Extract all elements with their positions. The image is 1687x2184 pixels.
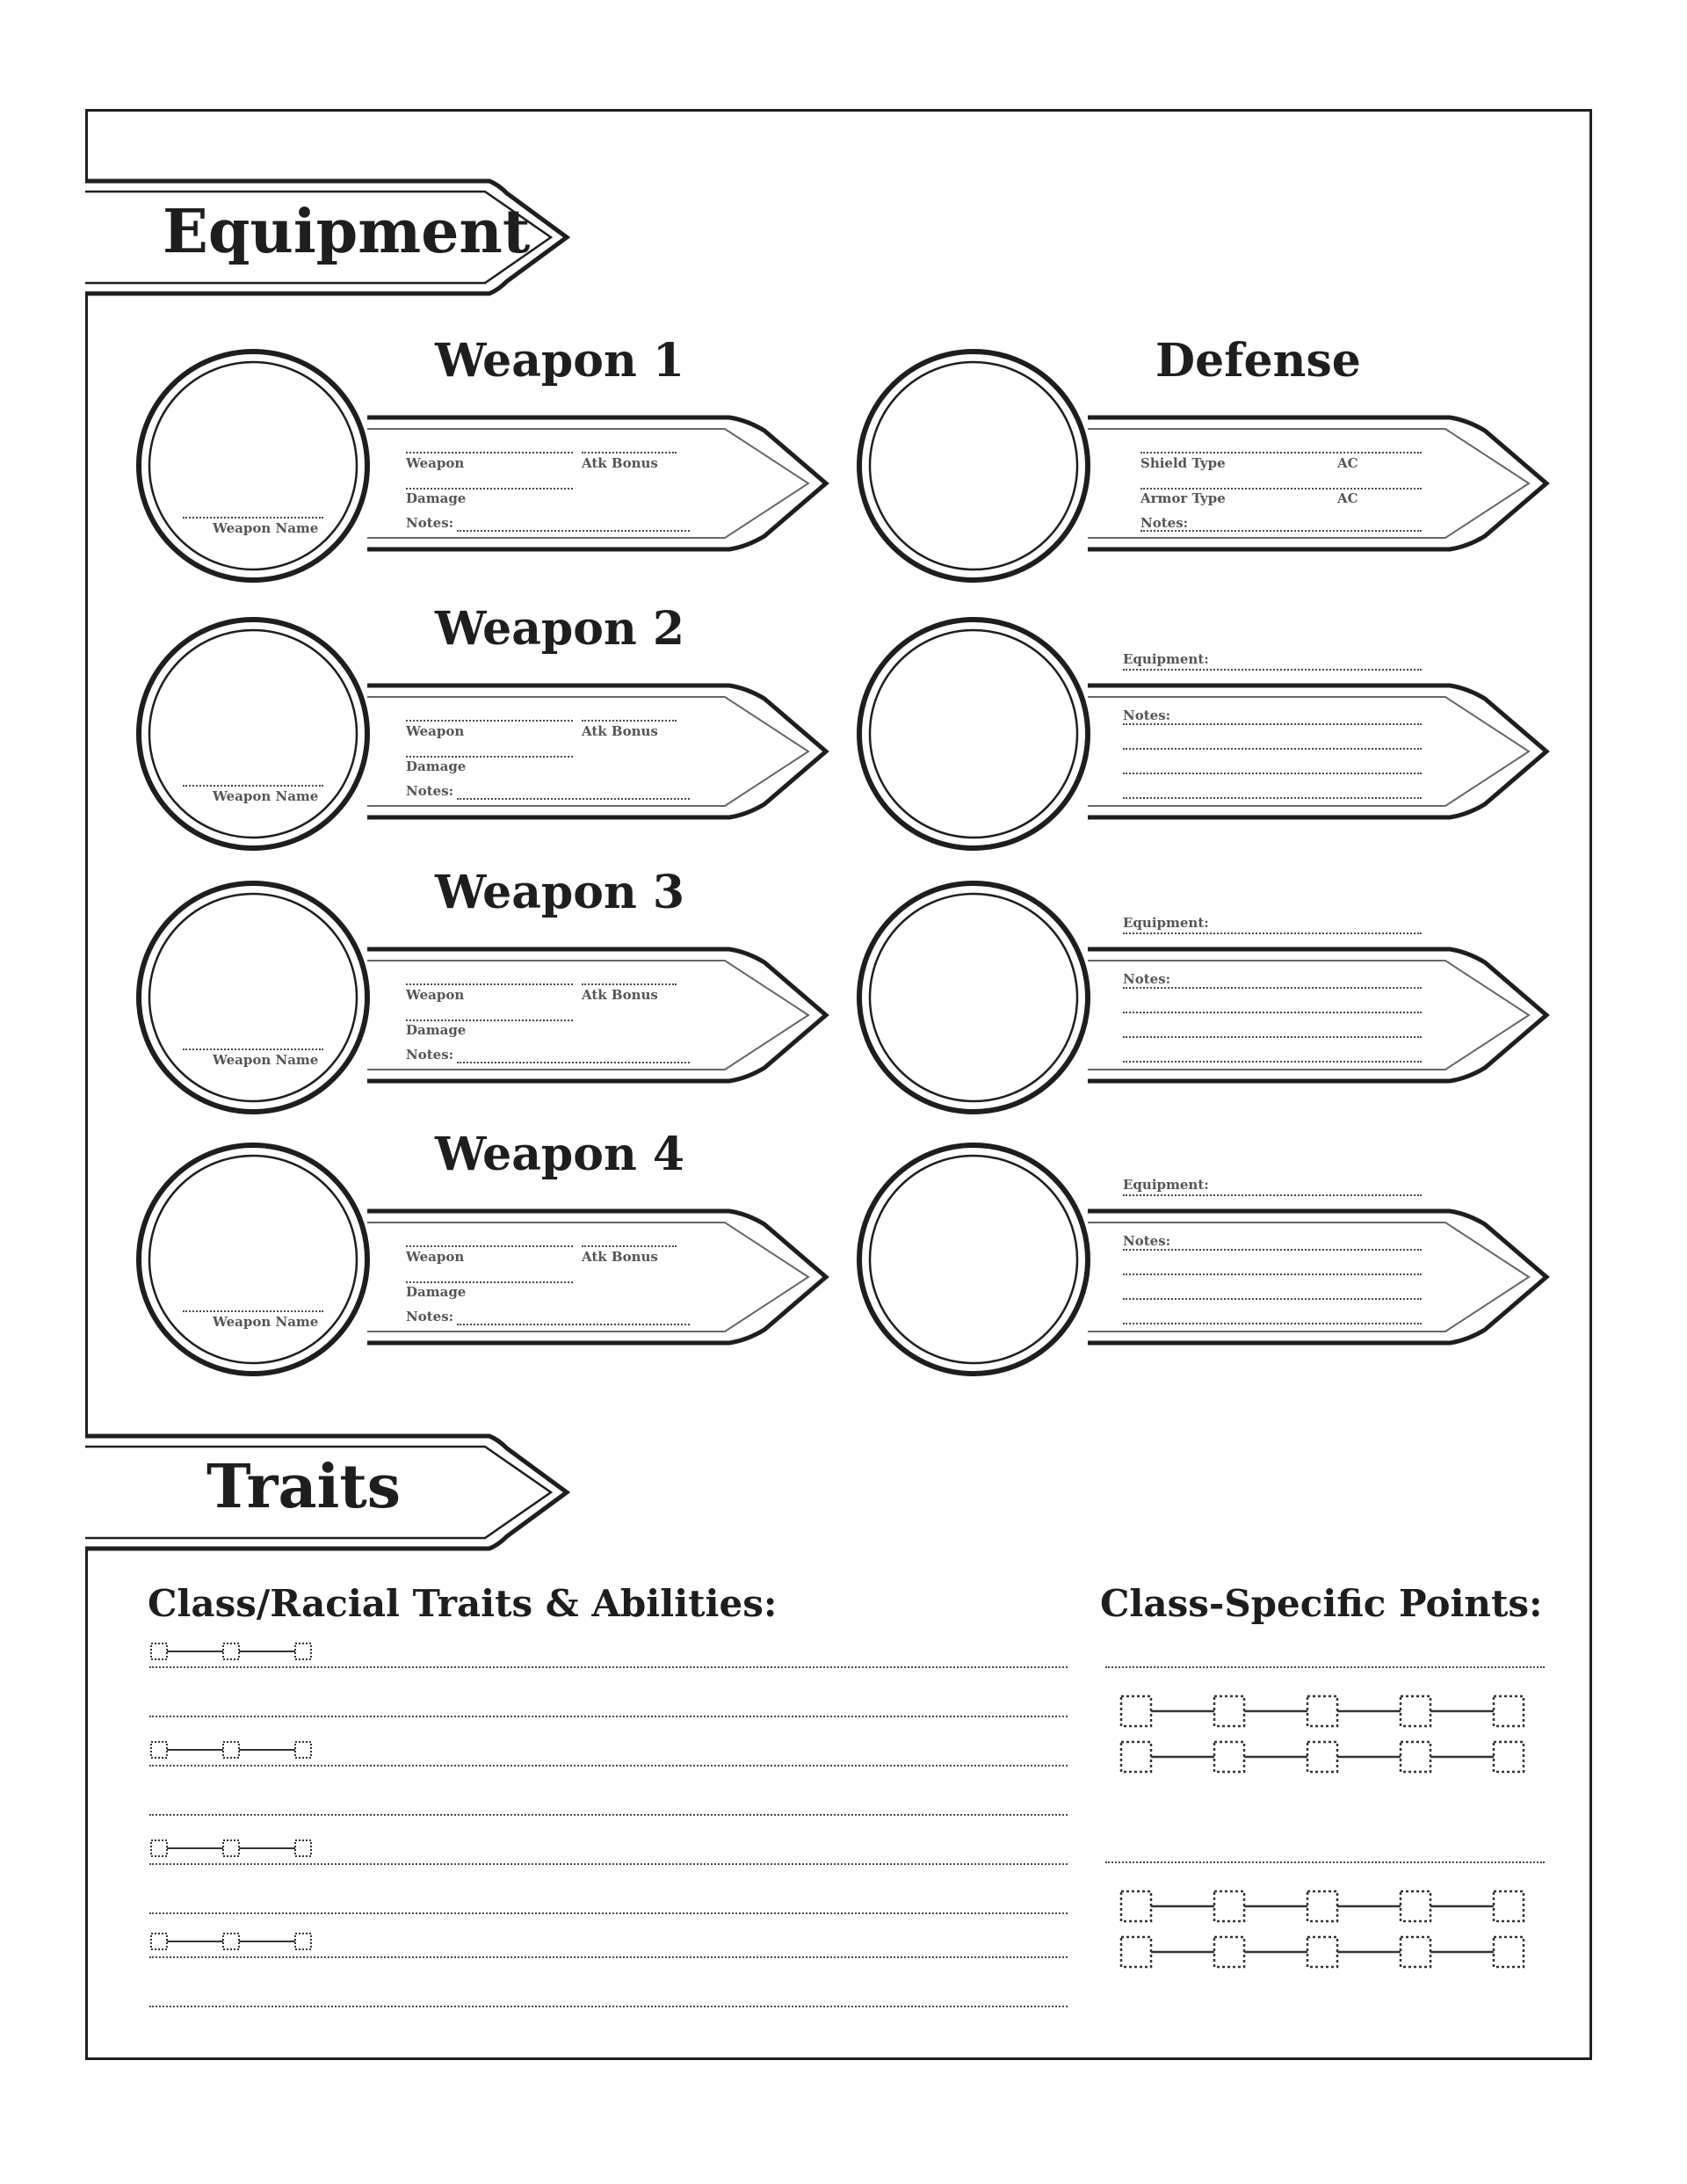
equipment-notes-label: Notes: <box>1123 1233 1171 1249</box>
weapon-title: Weapon 1 <box>435 334 685 388</box>
equipment-item-block-2 <box>852 866 1555 1116</box>
ability-tracker[interactable] <box>149 1640 325 1663</box>
weapon-field-line[interactable] <box>406 1245 573 1247</box>
atk-bonus-line[interactable] <box>582 452 677 453</box>
ability-line[interactable] <box>149 1863 1068 1865</box>
damage-line[interactable] <box>406 756 573 758</box>
defense-notes-label: Notes: <box>1140 515 1189 531</box>
weapon-name-label: Weapon Name <box>213 520 319 536</box>
notes-line[interactable] <box>1123 797 1422 799</box>
weapon-field-label: Weapon <box>406 455 465 471</box>
notes-label: Notes: <box>406 783 454 799</box>
traits-banner <box>85 1431 568 1554</box>
weapon-field-line[interactable] <box>406 720 573 722</box>
ability-line[interactable] <box>149 2006 1068 2007</box>
damage-label: Damage <box>406 1022 467 1038</box>
shield-ac-label: AC <box>1337 455 1358 471</box>
equipment-label: Equipment: <box>1123 651 1209 667</box>
weapon-field-label: Weapon <box>406 723 465 739</box>
weapon-block-2 <box>132 602 835 853</box>
notes-line[interactable] <box>1123 773 1422 774</box>
notes-line[interactable] <box>1123 723 1422 725</box>
atk-bonus-line[interactable] <box>582 720 677 722</box>
ability-tracker[interactable] <box>149 1738 325 1761</box>
weapon-name-label: Weapon Name <box>213 1314 319 1330</box>
ability-tracker[interactable] <box>149 1837 325 1860</box>
atk-bonus-line[interactable] <box>582 1245 677 1247</box>
damage-label: Damage <box>406 490 467 506</box>
points-line[interactable] <box>1105 1666 1545 1668</box>
points-tracker[interactable] <box>1118 1886 1539 1974</box>
weapon-title: Weapon 4 <box>435 1128 685 1181</box>
equipment-label: Equipment: <box>1123 1177 1209 1193</box>
shield-type-label: Shield Type <box>1140 455 1226 471</box>
equipment-item-block-3 <box>852 1128 1555 1378</box>
equipment-line[interactable] <box>1123 669 1422 671</box>
atk-bonus-label: Atk Bonus <box>582 1249 658 1265</box>
weapon-field-line[interactable] <box>406 452 573 453</box>
notes-label: Notes: <box>406 1047 454 1063</box>
weapon-name-label: Weapon Name <box>213 788 319 804</box>
equipment-notes-label: Notes: <box>1123 971 1171 987</box>
ability-line[interactable] <box>149 1956 1068 1958</box>
weapon-name-line[interactable] <box>183 517 323 519</box>
weapon-block-4 <box>132 1128 835 1378</box>
shield-type-line[interactable] <box>1140 452 1422 453</box>
notes-line[interactable] <box>1123 1323 1422 1324</box>
defense-title: Defense <box>1155 334 1361 388</box>
notes-line[interactable] <box>1123 1036 1422 1038</box>
notes-line[interactable] <box>457 798 690 800</box>
damage-line[interactable] <box>406 1019 573 1021</box>
points-line[interactable] <box>1105 1861 1545 1863</box>
atk-bonus-label: Atk Bonus <box>582 723 658 739</box>
weapon-title: Weapon 3 <box>435 866 685 919</box>
defense-block <box>852 334 1555 584</box>
notes-line[interactable] <box>457 1324 690 1325</box>
equipment-label: Equipment: <box>1123 915 1209 931</box>
armor-ac-label: AC <box>1337 490 1358 506</box>
equipment-banner <box>85 176 568 299</box>
armor-type-line[interactable] <box>1140 488 1422 490</box>
notes-line[interactable] <box>457 1062 690 1063</box>
equipment-item-block-1 <box>852 602 1555 853</box>
weapon-title: Weapon 2 <box>435 602 685 656</box>
notes-line[interactable] <box>1123 1298 1422 1300</box>
weapon-name-label: Weapon Name <box>213 1052 319 1068</box>
equipment-line[interactable] <box>1123 1194 1422 1196</box>
damage-label: Damage <box>406 758 467 774</box>
damage-label: Damage <box>406 1284 467 1300</box>
notes-line[interactable] <box>1123 1249 1422 1251</box>
ability-line[interactable] <box>149 1814 1068 1816</box>
atk-bonus-label: Atk Bonus <box>582 987 658 1003</box>
ability-line[interactable] <box>149 1716 1068 1717</box>
equipment-line[interactable] <box>1123 932 1422 934</box>
equipment-notes-label: Notes: <box>1123 707 1171 723</box>
notes-label: Notes: <box>406 515 454 531</box>
abilities-title: Class/Racial Traits & Abilities: <box>148 1582 778 1625</box>
class-points-title: Class-Specific Points: <box>1100 1582 1543 1625</box>
weapon-name-line[interactable] <box>183 1310 323 1312</box>
equipment-item-frame <box>852 866 1555 1116</box>
weapon-name-line[interactable] <box>183 1048 323 1050</box>
notes-line[interactable] <box>1123 1012 1422 1013</box>
points-tracker[interactable] <box>1118 1691 1539 1779</box>
notes-label: Notes: <box>406 1309 454 1324</box>
notes-line[interactable] <box>1123 1061 1422 1063</box>
notes-line[interactable] <box>1123 987 1422 989</box>
notes-line[interactable] <box>1123 748 1422 750</box>
weapon-block-3 <box>132 866 835 1116</box>
armor-type-label: Armor Type <box>1140 490 1226 506</box>
weapon-field-line[interactable] <box>406 983 573 985</box>
ability-line[interactable] <box>149 1912 1068 1914</box>
equipment-title: Equipment <box>163 197 531 267</box>
damage-line[interactable] <box>406 488 573 490</box>
equipment-item-frame <box>852 602 1555 853</box>
traits-title: Traits <box>206 1452 402 1522</box>
damage-line[interactable] <box>406 1281 573 1283</box>
atk-bonus-line[interactable] <box>582 983 677 985</box>
weapon-field-label: Weapon <box>406 987 465 1003</box>
defense-notes-line[interactable] <box>1140 530 1422 532</box>
weapon-name-line[interactable] <box>183 785 323 787</box>
notes-line[interactable] <box>457 530 690 532</box>
ability-tracker[interactable] <box>149 1930 325 1953</box>
weapon-block-1 <box>132 334 835 584</box>
ability-line[interactable] <box>149 1765 1068 1767</box>
ability-line[interactable] <box>149 1666 1068 1668</box>
notes-line[interactable] <box>1123 1273 1422 1275</box>
atk-bonus-label: Atk Bonus <box>582 455 658 471</box>
equipment-item-frame <box>852 1128 1555 1378</box>
weapon-field-label: Weapon <box>406 1249 465 1265</box>
